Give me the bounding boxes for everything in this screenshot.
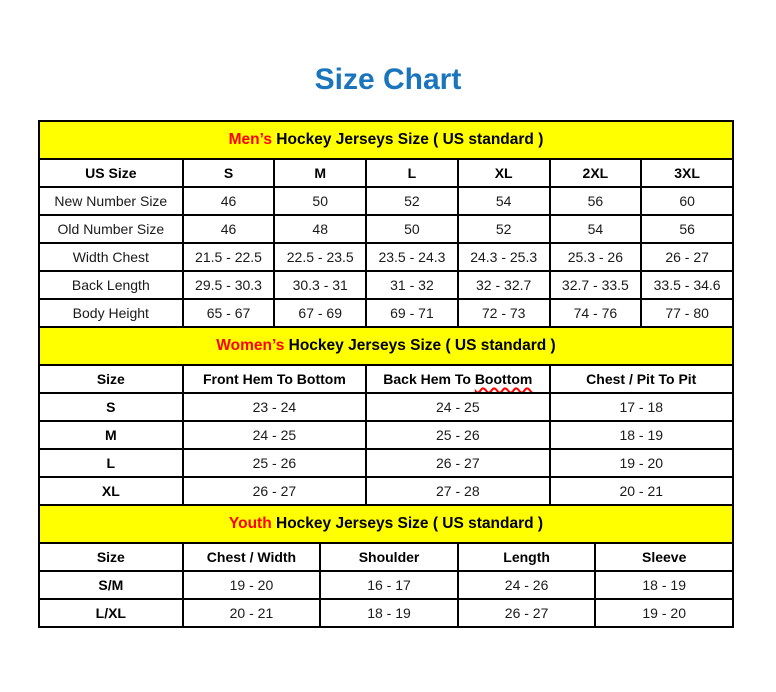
table-cell: 30.3 - 31 xyxy=(274,271,366,299)
column-header: M xyxy=(274,159,366,187)
column-header: Shoulder xyxy=(320,543,458,571)
table-row xyxy=(39,571,733,599)
table-cell: 24.3 - 25.3 xyxy=(458,243,550,271)
size-chart-tables xyxy=(38,120,734,628)
column-header: XL xyxy=(458,159,550,187)
table-cell: 21.5 - 22.5 xyxy=(183,243,275,271)
column-header: Size xyxy=(39,365,183,393)
table-row xyxy=(39,243,733,271)
table-cell: 52 xyxy=(458,215,550,243)
column-header: Chest / Width xyxy=(183,543,321,571)
table-cell: 46 xyxy=(183,215,275,243)
mens-section-band xyxy=(39,121,733,159)
table-row xyxy=(39,271,733,299)
column-header: Length xyxy=(458,543,596,571)
womens-band-title: Women’s Hockey Jerseys Size ( US standard ) xyxy=(39,327,733,365)
row-label: New Number Size xyxy=(39,187,183,215)
column-header: 2XL xyxy=(550,159,642,187)
table-cell: 54 xyxy=(550,215,642,243)
table-cell: 54 xyxy=(458,187,550,215)
table-cell: 77 - 80 xyxy=(641,299,733,327)
womens-band-highlight: Women’s xyxy=(216,337,285,354)
table-row xyxy=(39,299,733,327)
row-label: Old Number Size xyxy=(39,215,183,243)
table-cell: 74 - 76 xyxy=(550,299,642,327)
mens-band-highlight: Men’s xyxy=(228,131,272,148)
table-cell: 18 - 19 xyxy=(550,421,733,449)
column-header: Back Hem To Boottom xyxy=(366,365,549,393)
womens-header-row xyxy=(39,365,733,393)
row-label: Width Chest xyxy=(39,243,183,271)
table-cell: 20 - 21 xyxy=(550,477,733,505)
youth-header-row xyxy=(39,543,733,571)
table-cell: 19 - 20 xyxy=(595,599,733,627)
youth-band-title: Youth Hockey Jerseys Size ( US standard ) xyxy=(39,505,733,543)
table-row xyxy=(39,599,733,627)
womens-size-table xyxy=(38,326,734,506)
misspelled-word: Boottom xyxy=(474,371,533,387)
table-cell: 16 - 17 xyxy=(320,571,458,599)
table-cell: 50 xyxy=(274,187,366,215)
table-cell: 65 - 67 xyxy=(183,299,275,327)
column-header: S xyxy=(183,159,275,187)
table-cell: 48 xyxy=(274,215,366,243)
table-cell: 32 - 32.7 xyxy=(458,271,550,299)
table-cell: 24 - 25 xyxy=(366,393,549,421)
table-cell: 26 - 27 xyxy=(366,449,549,477)
mens-header-row xyxy=(39,159,733,187)
mens-band-title: Men’s Hockey Jerseys Size ( US standard ) xyxy=(39,121,733,159)
table-cell: 25.3 - 26 xyxy=(550,243,642,271)
table-row xyxy=(39,393,733,421)
column-header: 3XL xyxy=(641,159,733,187)
table-cell: 26 - 27 xyxy=(458,599,596,627)
table-cell: 33.5 - 34.6 xyxy=(641,271,733,299)
youth-size-table xyxy=(38,504,734,628)
table-row xyxy=(39,187,733,215)
table-row xyxy=(39,421,733,449)
column-header: Front Hem To Bottom xyxy=(183,365,366,393)
table-cell: 27 - 28 xyxy=(366,477,549,505)
column-header: Sleeve xyxy=(595,543,733,571)
table-cell: 67 - 69 xyxy=(274,299,366,327)
table-cell: 46 xyxy=(183,187,275,215)
row-label: L/XL xyxy=(39,599,183,627)
row-label: Body Height xyxy=(39,299,183,327)
row-label: S/M xyxy=(39,571,183,599)
table-cell: 22.5 - 23.5 xyxy=(274,243,366,271)
row-label: M xyxy=(39,421,183,449)
youth-band-highlight: Youth xyxy=(228,515,272,532)
table-cell: 18 - 19 xyxy=(320,599,458,627)
row-label: XL xyxy=(39,477,183,505)
table-row xyxy=(39,477,733,505)
table-cell: 56 xyxy=(550,187,642,215)
table-cell: 72 - 73 xyxy=(458,299,550,327)
womens-section-band xyxy=(39,327,733,365)
table-cell: 25 - 26 xyxy=(183,449,366,477)
page-title: Size Chart xyxy=(314,63,462,96)
column-header: US Size xyxy=(39,159,183,187)
column-header: Size xyxy=(39,543,183,571)
table-cell: 26 - 27 xyxy=(641,243,733,271)
table-cell: 24 - 26 xyxy=(458,571,596,599)
table-cell: 24 - 25 xyxy=(183,421,366,449)
table-cell: 20 - 21 xyxy=(183,599,321,627)
table-cell: 23.5 - 24.3 xyxy=(366,243,458,271)
column-header: L xyxy=(366,159,458,187)
table-cell: 19 - 20 xyxy=(183,571,321,599)
table-cell: 56 xyxy=(641,215,733,243)
table-cell: 50 xyxy=(366,215,458,243)
table-cell: 17 - 18 xyxy=(550,393,733,421)
table-cell: 52 xyxy=(366,187,458,215)
table-cell: 18 - 19 xyxy=(595,571,733,599)
row-label: Back Length xyxy=(39,271,183,299)
table-row xyxy=(39,215,733,243)
table-cell: 69 - 71 xyxy=(366,299,458,327)
table-cell: 19 - 20 xyxy=(550,449,733,477)
table-cell: 25 - 26 xyxy=(366,421,549,449)
row-label: S xyxy=(39,393,183,421)
table-cell: 31 - 32 xyxy=(366,271,458,299)
table-cell: 29.5 - 30.3 xyxy=(183,271,275,299)
youth-section-band xyxy=(39,505,733,543)
table-cell: 23 - 24 xyxy=(183,393,366,421)
mens-size-table xyxy=(38,120,734,328)
column-header: Chest / Pit To Pit xyxy=(550,365,733,393)
row-label: L xyxy=(39,449,183,477)
table-row xyxy=(39,449,733,477)
table-cell: 60 xyxy=(641,187,733,215)
table-cell: 26 - 27 xyxy=(183,477,366,505)
table-cell: 32.7 - 33.5 xyxy=(550,271,642,299)
